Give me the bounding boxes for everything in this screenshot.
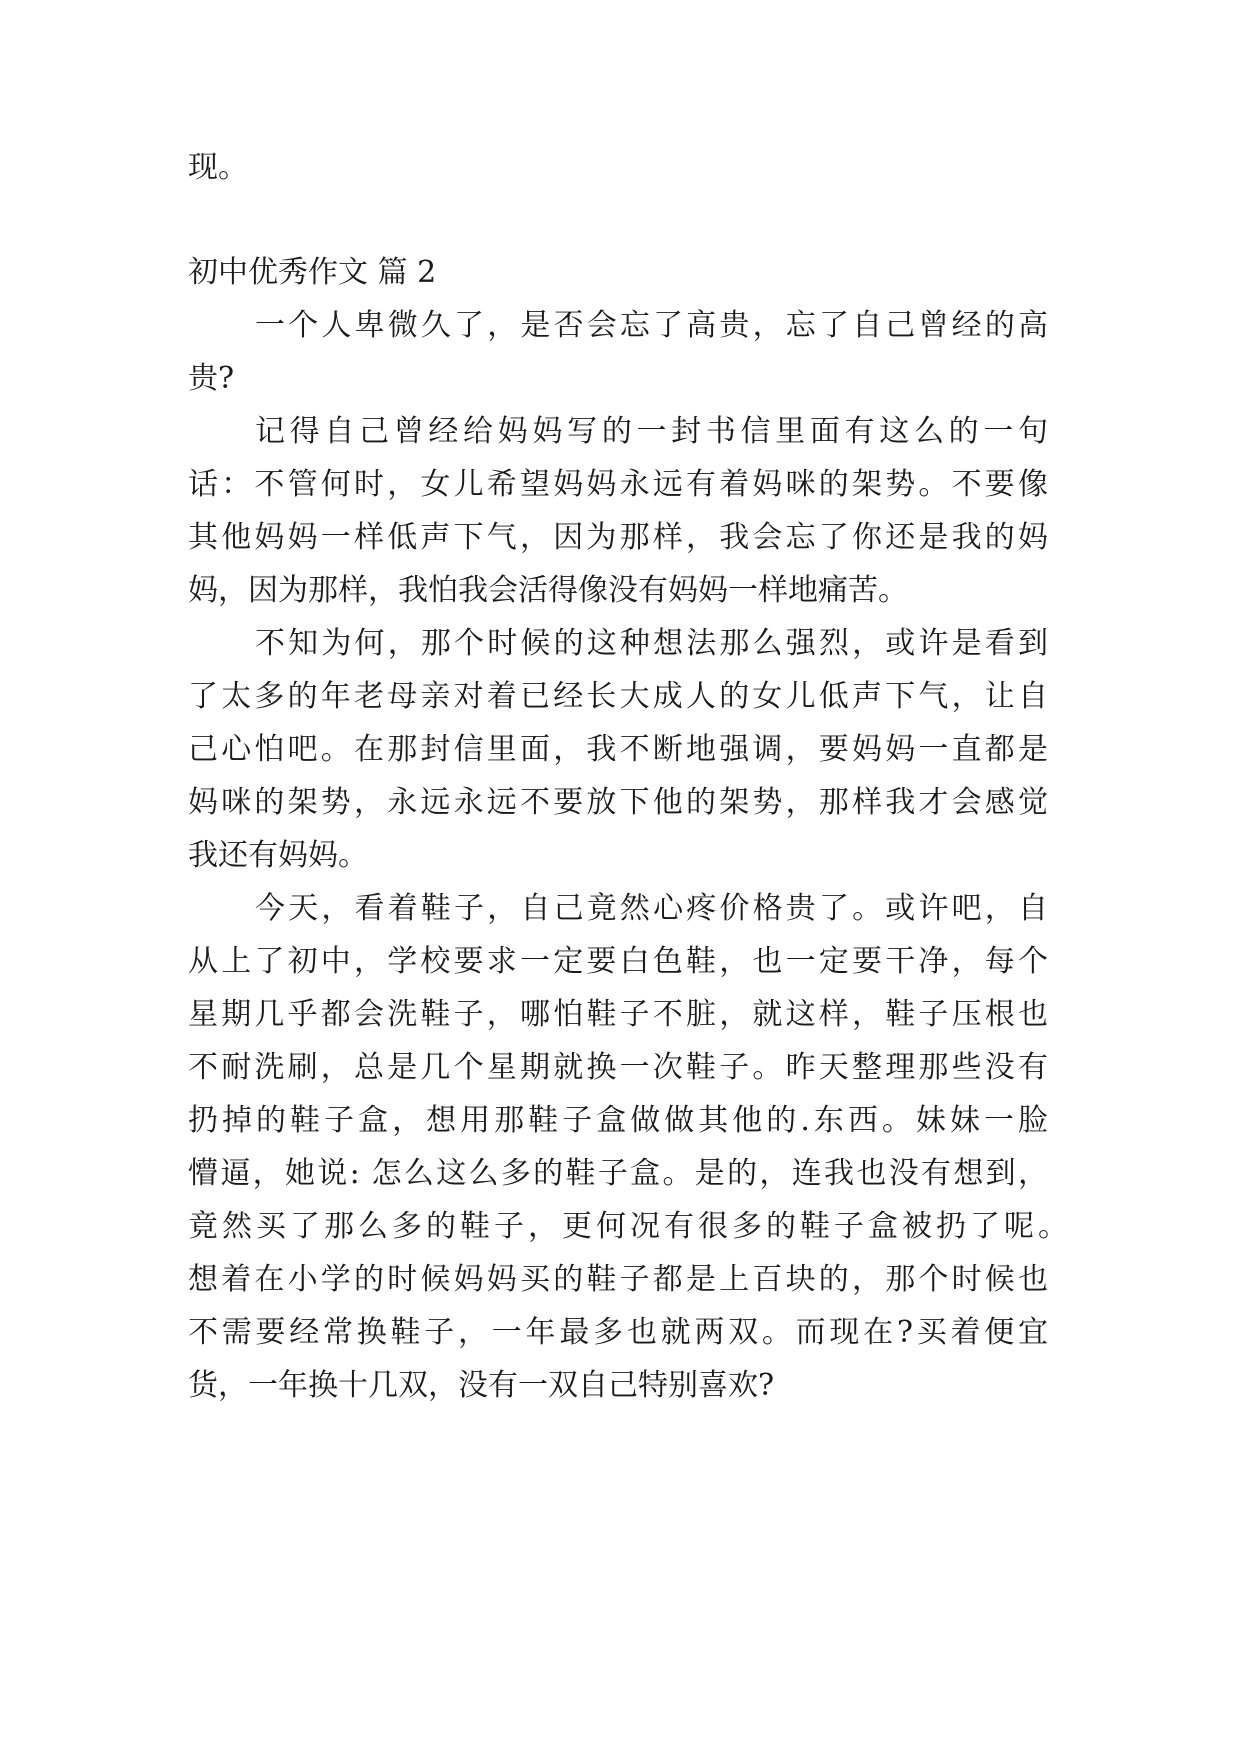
text-line: 贵? <box>188 361 235 396</box>
text-line: 话：不管何时，女儿希望妈妈永远有着妈咪的架势。不要像 <box>188 467 1048 502</box>
text-line: 妈，因为那样，我怕我会活得像没有妈妈一样地痛苦。 <box>188 573 908 608</box>
text-line: 现。 <box>188 150 248 185</box>
text-line: 想着在小学的时候妈妈买的鞋子都是上百块的，那个时候也 <box>188 1262 1048 1297</box>
text-line: 星期几乎都会洗鞋子，哪怕鞋子不脏，就这样，鞋子压根也 <box>188 997 1048 1032</box>
text-line: 从上了初中，学校要求一定要白色鞋，也一定要干净，每个 <box>188 944 1048 979</box>
text-line: 不知为何，那个时候的这种想法那么强烈，或许是看到 <box>255 626 1048 661</box>
text-line: 我还有妈妈。 <box>188 838 368 873</box>
text-line: 不耐洗刷，总是几个星期就换一次鞋子。昨天整理那些没有 <box>188 1050 1048 1085</box>
text-line: 懵逼，她说: 怎么这么多的鞋子盒。是的，连我也没有想到， <box>188 1156 1048 1191</box>
text-line: 记得自己曾经给妈妈写的一封书信里面有这么的一句 <box>255 414 1048 449</box>
text-line: 一个人卑微久了，是否会忘了高贵，忘了自己曾经的高 <box>255 308 1048 343</box>
text-line: 妈咪的架势，永远永远不要放下他的架势，那样我才会感觉 <box>188 785 1048 820</box>
text-line: 货，一年换十几双，没有一双自己特别喜欢? <box>188 1368 775 1403</box>
text-line: 了太多的年老母亲对着已经长大成人的女儿低声下气，让自 <box>188 679 1048 714</box>
text-line: 其他妈妈一样低声下气，因为那样，我会忘了你还是我的妈 <box>188 520 1048 555</box>
text-line: 扔掉的鞋子盒，想用那鞋子盒做做其他的.东西。妹妹一脸 <box>188 1103 1048 1138</box>
text-line: 竟然买了那么多的鞋子，更何况有很多的鞋子盒被扔了呢。 <box>188 1209 1068 1244</box>
text-line: 不需要经常换鞋子，一年最多也就两双。而现在?买着便宜 <box>188 1315 1048 1350</box>
section-heading: 初中优秀作文 篇 2 <box>188 255 437 290</box>
text-line: 今天，看着鞋子，自己竟然心疼价格贵了。或许吧，自 <box>255 891 1048 926</box>
text-line: 己心怕吧。在那封信里面，我不断地强调，要妈妈一直都是 <box>188 732 1048 767</box>
